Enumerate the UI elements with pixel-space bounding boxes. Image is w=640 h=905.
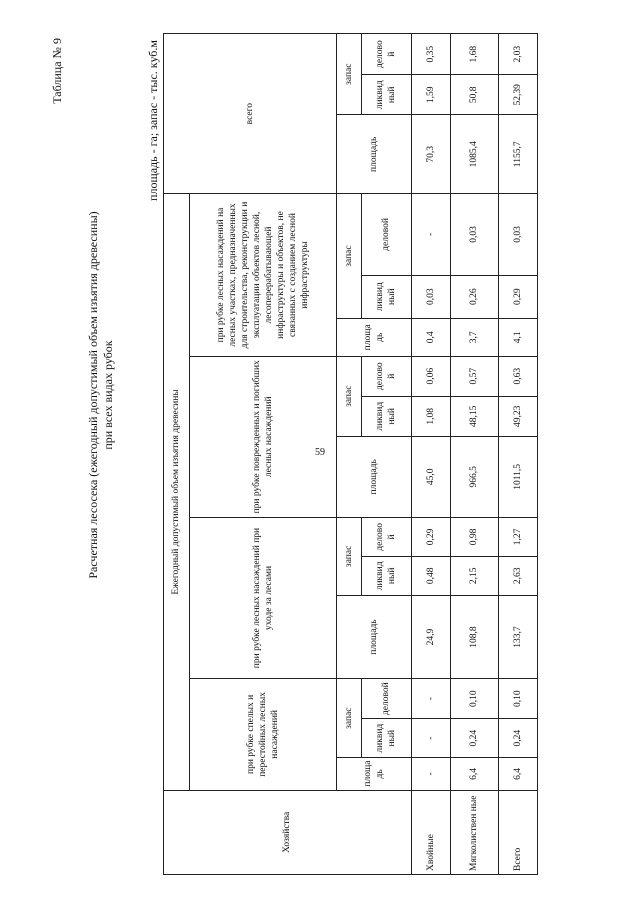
table-cell: 0,35 (411, 34, 450, 75)
liquid-label: ликвид ный (361, 556, 411, 595)
table-cell: 0,29 (498, 275, 537, 318)
table-cell: 50,8 (450, 75, 498, 115)
liquid-label: ликвид ный (361, 275, 411, 318)
area-label: площадь (337, 436, 412, 517)
table-cell: 0,03 (498, 194, 537, 275)
table-cell: 0,29 (411, 517, 450, 556)
table-cell: 0,57 (450, 356, 498, 396)
table-cell: 966,5 (450, 436, 498, 517)
table-cell: 6,4 (498, 758, 537, 790)
table-cell: 0,48 (411, 556, 450, 595)
table-cell: 0,03 (411, 275, 450, 318)
row-name: Мягколиствен ные (450, 790, 498, 874)
business-label: деловой (361, 679, 411, 719)
table-cell: 4,1 (498, 318, 537, 356)
table-cell: 0,10 (498, 679, 537, 719)
table-cell: - (411, 758, 450, 790)
table-cell: 1,08 (411, 396, 450, 436)
business-label: делово й (361, 517, 411, 556)
table-number: Таблица № 9 (50, 38, 64, 104)
business-label: деловой (361, 194, 411, 275)
table-cell: 1085,4 (450, 115, 498, 194)
row-name: Хвойные (411, 790, 450, 874)
table-cell: 1155,7 (498, 115, 537, 194)
area-label: площа дь (337, 758, 412, 790)
table-cell: 0,03 (450, 194, 498, 275)
stock-label: запас (337, 679, 362, 758)
cutting-area-table (163, 33, 538, 875)
table-cell: 45,0 (411, 436, 450, 517)
table-cell: 2,15 (450, 556, 498, 595)
total-header: всего (164, 34, 337, 194)
table-cell: - (411, 679, 450, 719)
table-cell: 108,8 (450, 595, 498, 678)
group-care-header: при рубке лесных насаждений при уходе за лесами (189, 517, 336, 678)
table-cell: 0,10 (450, 679, 498, 719)
table-cell: - (411, 719, 450, 758)
area-label: площа дь (337, 318, 412, 356)
table-cell: - (411, 194, 450, 275)
business-label: делово й (361, 356, 411, 396)
table-cell: 0,24 (450, 719, 498, 758)
area-label: площадь (337, 595, 412, 678)
table-cell: 70,3 (411, 115, 450, 194)
group-construction-header: при рубке лесных насаждений на лесных участках, предназначенных для строительства, реконструкции и эксплуатации объектов лесной, лесоперерабатывающей инфраструктуры и объектов, не связанных с созданием лесной инфраструктуры (189, 194, 336, 356)
table-title (86, 185, 116, 605)
annual-volume-header: Ежегодный допустимый объем изъятия древесины (164, 194, 190, 790)
table-cell: 0,24 (498, 719, 537, 758)
liquid-label: ликвид ный (361, 75, 411, 115)
area-label: площадь (337, 115, 412, 194)
page-number: 59 (315, 447, 325, 458)
stock-label: запас (337, 34, 362, 115)
table-row (450, 34, 498, 875)
table-cell: 52,39 (498, 75, 537, 115)
title-line-2: при всех видах рубок (101, 340, 115, 450)
liquid-label: ликвид ный (361, 396, 411, 436)
table-cell: 1,59 (411, 75, 450, 115)
group-damaged-header: при рубке поврежденных и погибших лесных насаждений (189, 356, 336, 517)
table-cell: 6,4 (450, 758, 498, 790)
table-cell: 0,63 (498, 356, 537, 396)
table-cell: 2,63 (498, 556, 537, 595)
table-cell: 0,26 (450, 275, 498, 318)
table-cell: 3,7 (450, 318, 498, 356)
stock-label: запас (337, 517, 362, 595)
table-cell: 1,27 (498, 517, 537, 556)
stock-label: запас (337, 356, 362, 436)
table-cell: 24,9 (411, 595, 450, 678)
table-cell: 0,4 (411, 318, 450, 356)
households-header: Хозяйства (164, 790, 412, 874)
table-cell: 133,7 (498, 595, 537, 678)
table-cell: 1,68 (450, 34, 498, 75)
title-line-1: Расчетная лесосека (ежегодный допустимый объем изъятия древесины) (86, 211, 100, 579)
unit-caption: площадь - га; запас - тыс. куб.м (146, 40, 160, 201)
business-label: делово й (361, 34, 411, 75)
table-row (411, 34, 450, 875)
group-mature-header: при рубке спелых и перестойных лесных насаждений (189, 679, 336, 790)
table-cell: 0,98 (450, 517, 498, 556)
table-cell: 1011,5 (498, 436, 537, 517)
table-cell: 0,06 (411, 356, 450, 396)
table-row (498, 34, 537, 875)
liquid-label: ликвид ный (361, 719, 411, 758)
table-cell: 49,23 (498, 396, 537, 436)
stock-label: запас (337, 194, 362, 319)
table-cell: 2,03 (498, 34, 537, 75)
row-name: Всего (498, 790, 537, 874)
table-cell: 48,15 (450, 396, 498, 436)
